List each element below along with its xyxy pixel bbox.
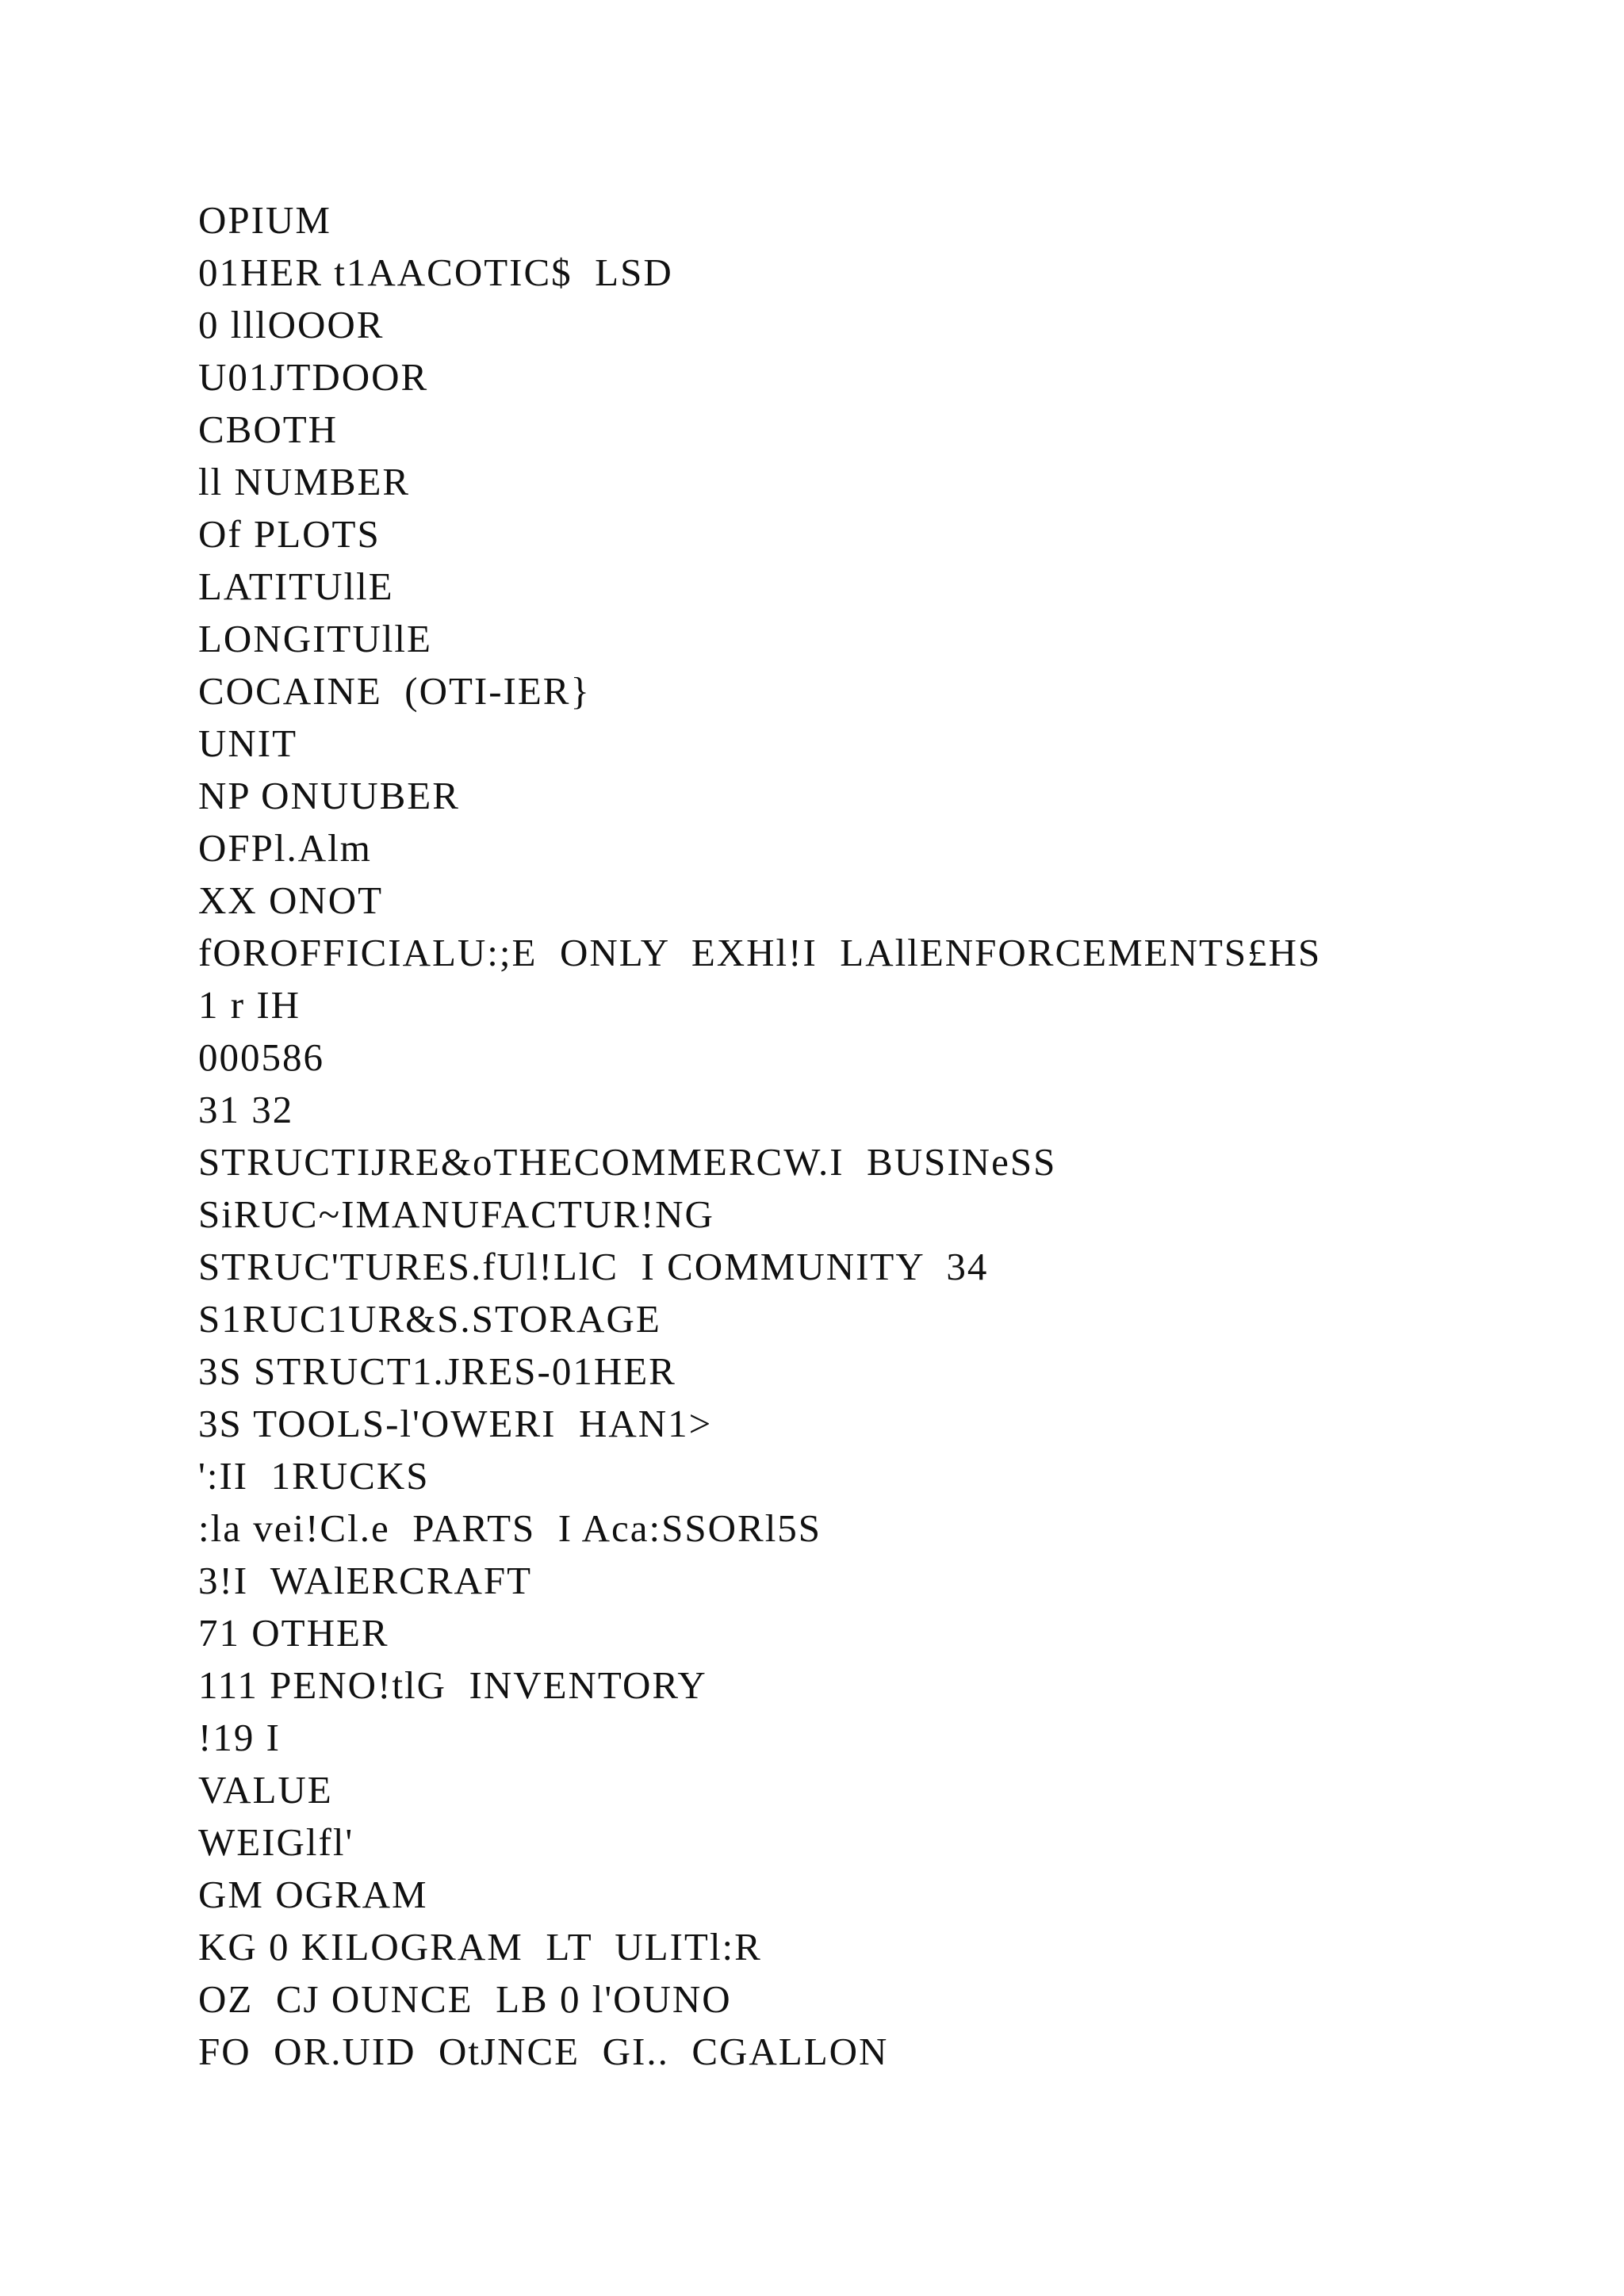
text-line: STRUCTIJRE&oTHECOMMERCW.I BUSINeSS <box>198 1140 1057 1184</box>
text-line: NP ONUUBER <box>198 774 460 817</box>
text-line: LONGITUllE <box>198 617 432 660</box>
text-line: 3!I WAlERCRAFT <box>198 1559 533 1602</box>
text-line: 71 OTHER <box>198 1611 389 1655</box>
text-line: Of PLOTS <box>198 512 381 556</box>
text-line: KG 0 KILOGRAM LT ULITl:R <box>198 1925 762 1969</box>
text-line: ll NUMBER <box>198 460 411 503</box>
text-line: 1 r IH <box>198 983 301 1027</box>
text-block <box>198 194 1546 2078</box>
text-line: 3S TOOLS-l'OWERI HAN1> <box>198 1402 713 1445</box>
text-line: WEIGlfl' <box>198 1820 354 1864</box>
text-line: UNIT <box>198 721 298 765</box>
text-line: OFPl.Alm <box>198 826 372 870</box>
text-line: FO OR.UID OtJNCE GI.. CGALLON <box>198 2030 889 2073</box>
text-line: S1RUC1UR&S.STORAGE <box>198 1297 661 1341</box>
text-line: ':II 1RUCKS <box>198 1454 430 1498</box>
text-line: 000586 <box>198 1035 324 1079</box>
text-line: CBOTH <box>198 408 339 451</box>
text-line: 01HER t1AACOTIC$ LSD <box>198 251 673 294</box>
text-line: U01JTDOOR <box>198 355 429 399</box>
text-line: OPIUM <box>198 198 331 242</box>
text-line: LATITUllE <box>198 564 394 608</box>
text-line: OZ CJ OUNCE LB 0 l'OUNO <box>198 1977 732 2021</box>
text-line: XX ONOT <box>198 878 384 922</box>
text-line: SiRUC~IMANUFACTUR!NG <box>198 1192 714 1236</box>
text-line: !19 I <box>198 1716 281 1759</box>
text-line: fOROFFICIALU:;E ONLY EXHl!I LAllENFORCEMENTS£HS <box>198 931 1322 974</box>
text-line: 31 32 <box>198 1088 294 1131</box>
text-line: 0 lllOOOR <box>198 303 385 346</box>
text-line: VALUE <box>198 1768 333 1812</box>
text-line: COCAINE (OTI-IER} <box>198 669 591 713</box>
text-line: 3S STRUCT1.JRES-01HER <box>198 1349 676 1393</box>
text-line: GM OGRAM <box>198 1873 428 1916</box>
text-line: STRUC'TURES.fUl!LlC I COMMUNITY 34 <box>198 1245 989 1288</box>
text-line: :la vei!Cl.e PARTS I Aca:SSORl5S <box>198 1506 822 1550</box>
text-line: 111 PENO!tlG INVENTORY <box>198 1663 707 1707</box>
